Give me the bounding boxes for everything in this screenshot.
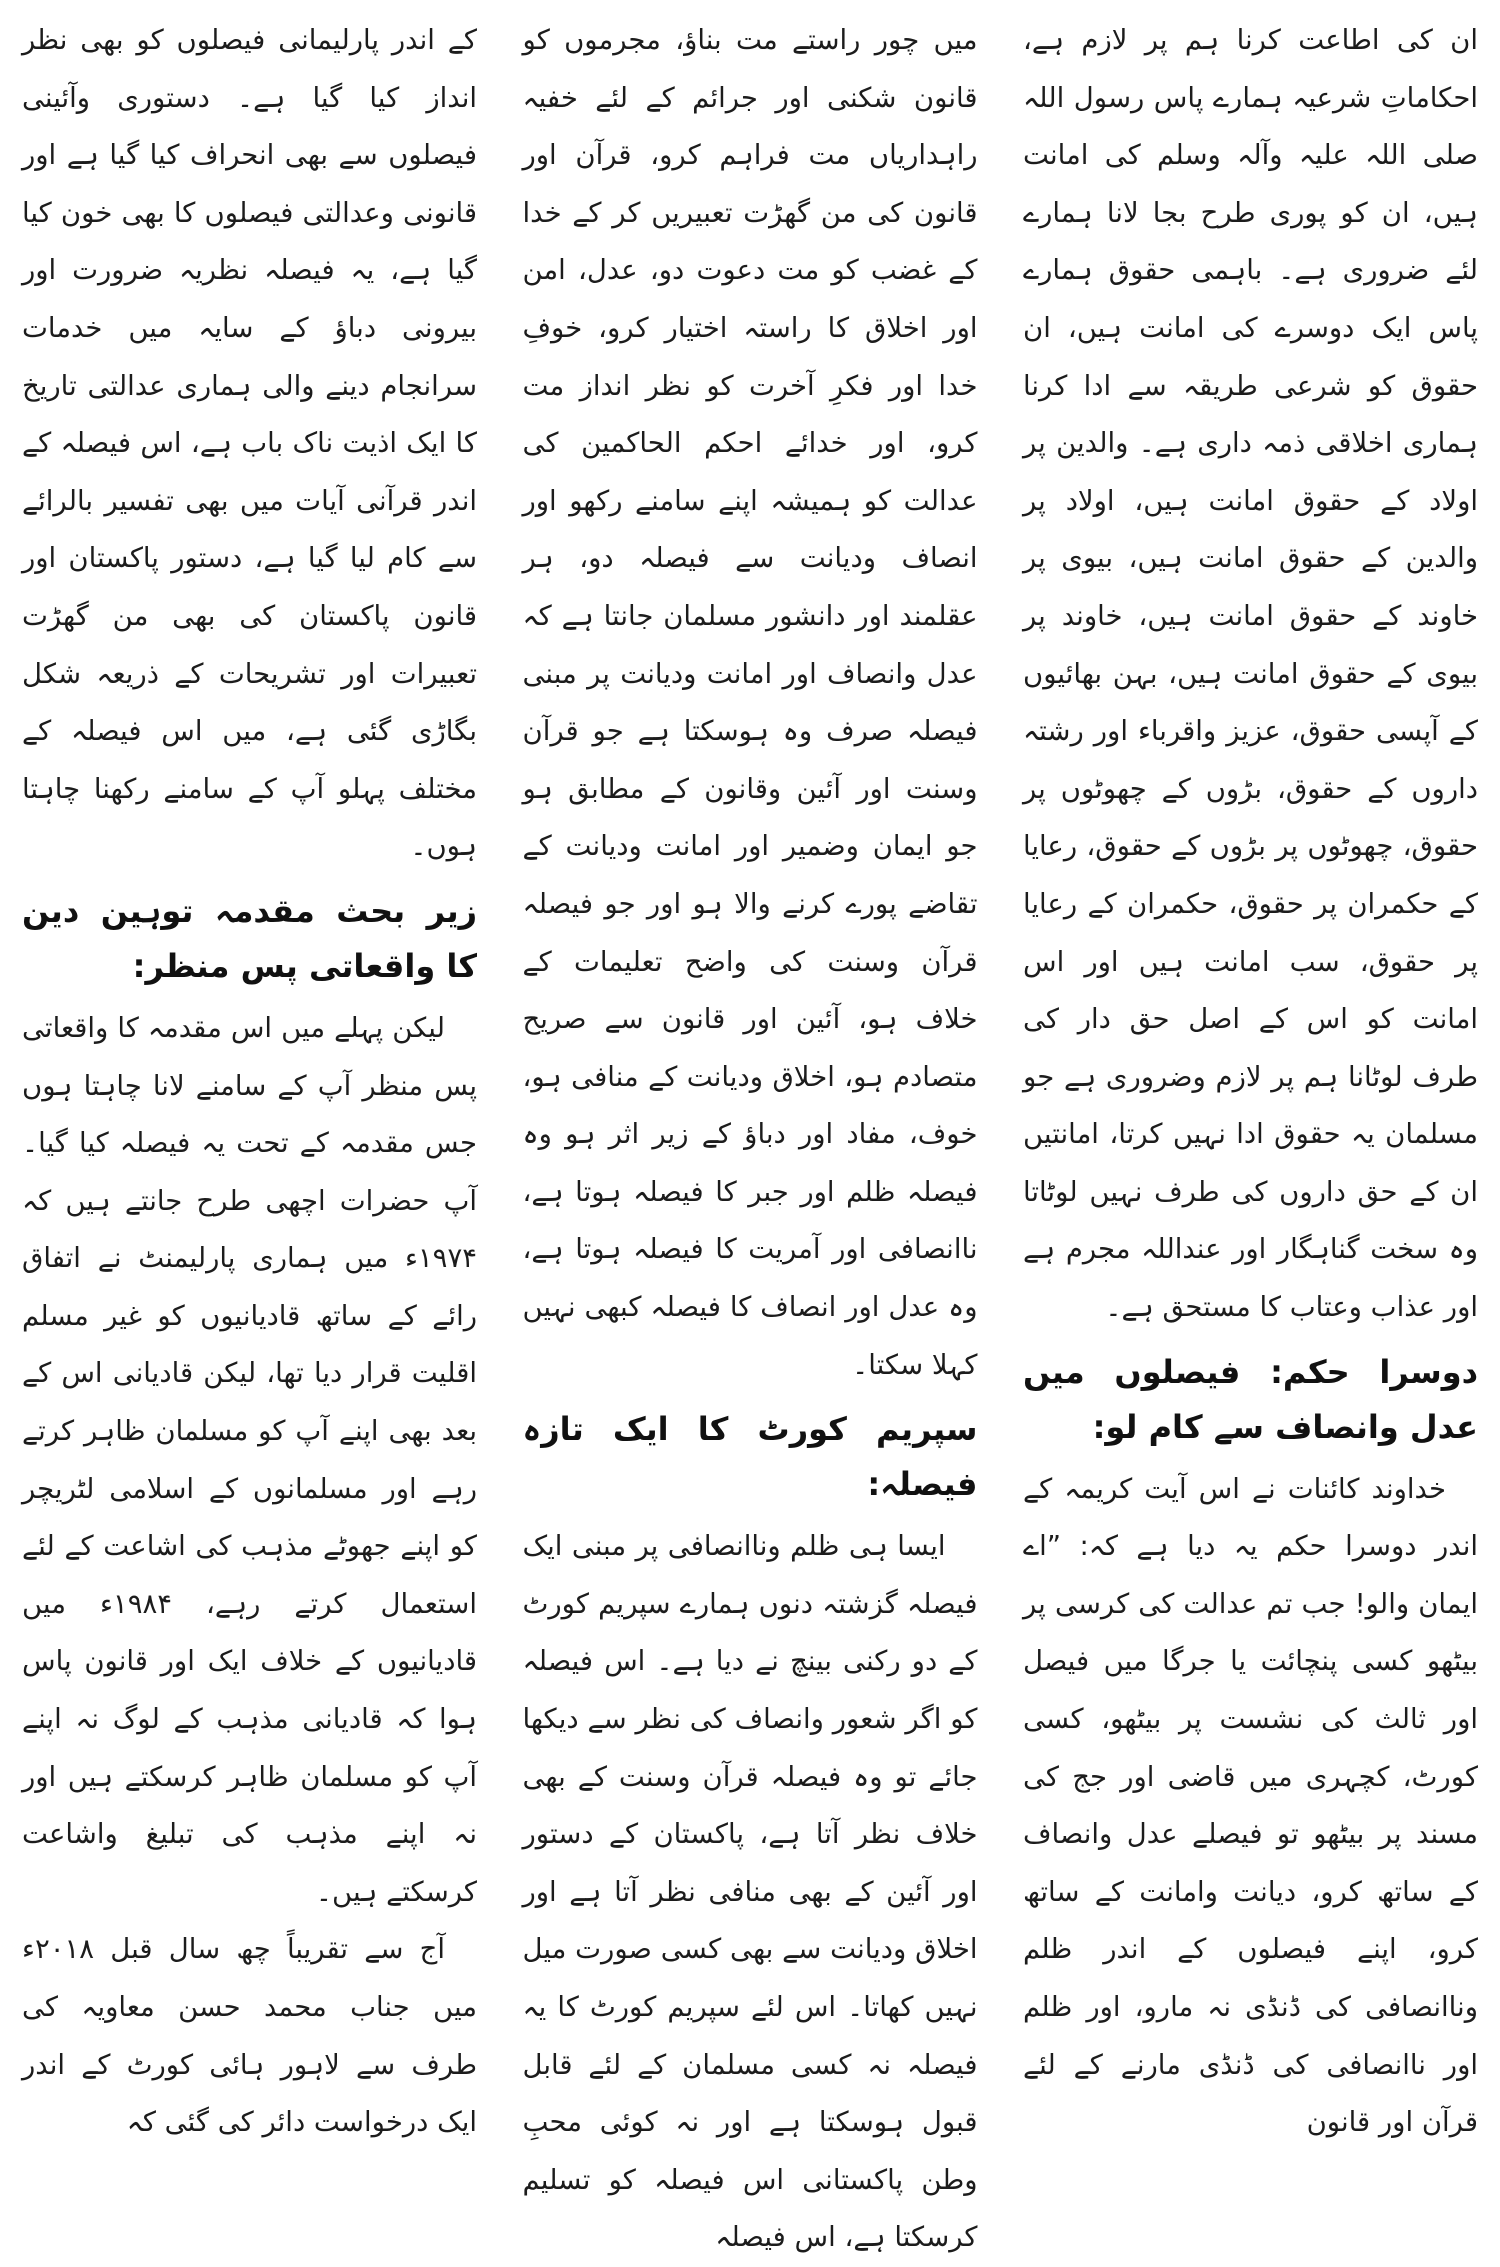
column-left (22, 12, 477, 2192)
section-heading: دوسرا حکم: فیصلوں میں عدل وانصاف سے کام لو: (1023, 1352, 1478, 1446)
body-paragraph: لیکن پہلے میں اس مقدمہ کا واقعاتی پس منظر آپ کے سامنے لانا چاہتا ہوں جس مقدمہ کے تحت یہ فیصلہ کیا گیا۔ آپ حضرات اچھی طرح جانتے ہیں کہ ۱۹۷۴ء میں ہماری پارلیمنٹ نے اتفاق رائے کے ساتھ قادیانیوں کو غیر مسلم اقلیت قرار دیا تھا، لیکن قادیانی اس کے بعد بھی اپنے آپ کو مسلمان ظاہر کرتے رہے اور مسلمانوں کے اسلامی لٹریچر کو اپنے جھوٹے مذہب کی اشاعت کے لئے استعمال کرتے رہے، ۱۹۸۴ء میں قادیانیوں کے خلاف ایک اور قانون پاس ہوا کہ قادیانی مذہب کے لوگ نہ اپنے آپ کو مسلمان ظاہر کرسکتے ہیں اور نہ اپنے مذہب کی تبلیغ واشاعت کرسکتے ہیں۔ (22, 1011, 477, 1908)
body-paragraph: آج سے تقریباً چھ سال قبل ۲۰۱۸ء میں جناب محمد حسن معاویہ کی طرف سے لاہور ہائی کورٹ کے اندر ایک درخواست دائر کی گئی کہ (22, 1933, 477, 2139)
section-heading: زیر بحث مقدمہ توہین دین کا واقعاتی پس منظر: (22, 891, 477, 985)
column-right (1023, 12, 1478, 2192)
body-paragraph: ان کی اطاعت کرنا ہم پر لازم ہے، احکاماتِ شرعیہ ہمارے پاس رسول اللہ صلی اللہ علیہ وآلہ وسلم کی امانت ہیں، ان کو پوری طرح بجا لانا ہمارے لئے ضروری ہے۔ باہمی حقوق ہمارے پاس ایک دوسرے کی امانت ہیں، ان حقوق کو شرعی طریقہ سے ادا کرنا ہماری اخلاقی ذمہ داری ہے۔ والدین پر اولاد کے حقوق امانت ہیں، اولاد پر والدین کے حقوق امانت ہیں، بیوی پر خاوند کے حقوق امانت ہیں، خاوند پر بیوی کے حقوق امانت ہیں، بہن بھائیوں کے آپسی حقوق، عزیز واقرباء اور رشتہ داروں کے حقوق، بڑوں کے چھوٹوں پر حقوق، چھوٹوں پر بڑوں کے حقوق، رعایا کے حکمران پر حقوق، حکمران کے رعایا پر حقوق، سب امانت ہیں اور اس امانت کو اس کے اصل حق دار کی طرف لوٹانا ہم پر لازم وضروری ہے جو مسلمان یہ حقوق ادا نہیں کرتا، امانتیں ان کے حق داروں کی طرف نہیں لوٹاتا وہ سخت گناہگار اور عنداللہ مجرم ہے اور عذاب وعتاب کا مستحق ہے۔ (1023, 24, 1478, 1324)
body-paragraph: کے اندر پارلیمانی فیصلوں کو بھی نظر انداز کیا گیا ہے۔ دستوری وآئینی فیصلوں سے بھی انحراف کیا گیا ہے اور قانونی وعدالتی فیصلوں کا بھی خون کیا گیا ہے، یہ فیصلہ نظریہ ضرورت اور بیرونی دباؤ کے سایہ میں خدمات سرانجام دینے والی ہماری عدالتی تاریخ کا ایک اذیت ناک باب ہے، اس فیصلہ کے اندر قرآنی آیات میں بھی تفسیر بالرائے سے کام لیا گیا ہے، دستور پاکستان اور قانون پاکستان کی بھی من گھڑت تعبیرات اور تشریحات کے ذریعہ شکل بگاڑی گئی ہے، میں اس فیصلہ کے مختلف پہلو آپ کے سامنے رکھنا چاہتا ہوں۔ (22, 24, 477, 863)
body-paragraph: خداوند کائنات نے اس آیت کریمہ کے اندر دوسرا حکم یہ دیا ہے کہ: ”اے ایمان والو! جب تم عدالت کی کرسی پر بیٹھو کسی پنچائت یا جرگا میں فیصل اور ثالث کی نشست پر بیٹھو، کسی کورٹ، کچہری میں قاضی اور جج کی مسند پر بیٹھو تو فیصلے عدل وانصاف کے ساتھ کرو، دیانت وامانت کے ساتھ کرو، اپنے فیصلوں کے اندر ظلم وناانصافی کی ڈنڈی نہ مارو، اور ظلم اور ناانصافی کی ڈنڈی مارنے کے لئے قرآن اور قانون (1023, 1472, 1478, 2139)
body-paragraph: ایسا ہی ظلم وناانصافی پر مبنی ایک فیصلہ گزشتہ دنوں ہمارے سپریم کورٹ کے دو رکنی بینچ نے دیا ہے۔ اس فیصلہ کو اگر شعور وانصاف کی نظر سے دیکھا جائے تو وہ فیصلہ قرآن وسنت کے بھی خلاف نظر آتا ہے، پاکستان کے دستور اور آئین کے بھی منافی نظر آتا ہے اور اخلاق ودیانت سے بھی کسی صورت میل نہیں کھاتا۔ اس لئے سپریم کورٹ کا یہ فیصلہ نہ کسی مسلمان کے لئے قابل قبول ہوسکتا ہے اور نہ کوئی محبِ وطن پاکستانی اس فیصلہ کو تسلیم کرسکتا ہے، اس فیصلہ (522, 1530, 978, 2254)
body-paragraph: میں چور راستے مت بناؤ، مجرموں کو قانون شکنی اور جرائم کے لئے خفیہ راہداریاں مت فراہم کرو، قرآن اور قانون کی من گھڑت تعبیریں کر کے خدا کے غضب کو مت دعوت دو، عدل، امن اور اخلاق کا راستہ اختیار کرو، خوفِ خدا اور فکرِ آخرت کو نظر انداز مت کرو، اور خدائے احکم الحاکمین کی عدالت کو ہمیشہ اپنے سامنے رکھو اور انصاف ودیانت سے فیصلہ دو، ہر عقلمند اور دانشور مسلمان جانتا ہے کہ عدل وانصاف اور امانت ودیانت پر مبنی فیصلہ صرف وہ ہوسکتا ہے جو قرآن وسنت اور آئین وقانون کے مطابق ہو جو ایمان وضمیر اور امانت ودیانت کے تقاضے پورے کرنے والا ہو اور جو فیصلہ قرآن وسنت کی واضح تعلیمات کے خلاف ہو، آئین اور قانون سے صریح متصادم ہو، اخلاق ودیانت کے منافی ہو، خوف، مفاد اور دباؤ کے زیر اثر ہو وہ فیصلہ ظلم اور جبر کا فیصلہ ہوتا ہے، ناانصافی اور آمریت کا فیصلہ ہوتا ہے، وہ عدل اور انصاف کا فیصلہ کبھی نہیں کہلا سکتا۔ (522, 24, 978, 1381)
column-middle (522, 12, 978, 2254)
section-heading: سپریم کورٹ کا ایک تازہ فیصلہ: (522, 1410, 978, 1504)
